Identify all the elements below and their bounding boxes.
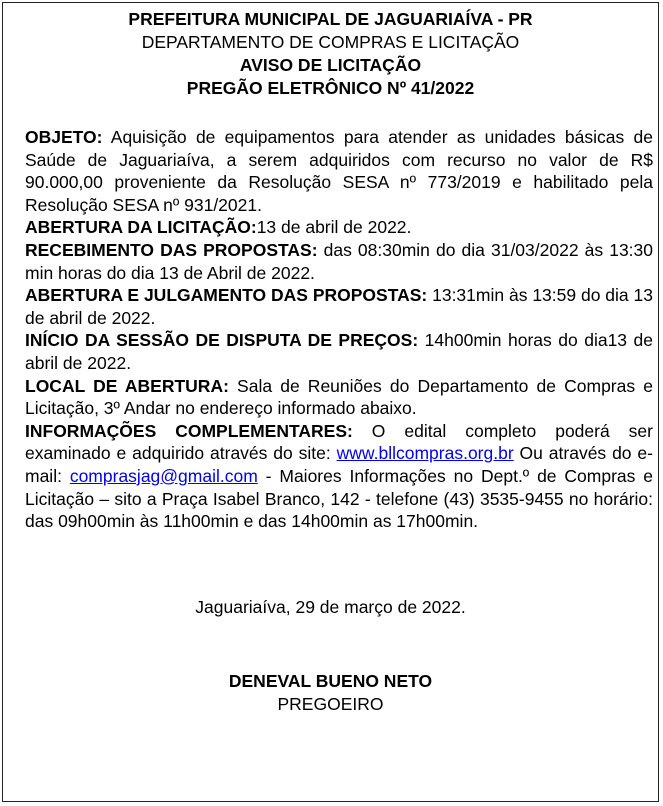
notice-frame xyxy=(2,2,659,802)
objeto-label: OBJETO: xyxy=(25,127,103,147)
info-text-1: O edital completo poderá ser examinado e adquirido através do site: xyxy=(25,420,653,464)
signer-name: DENEVAL BUENO NETO xyxy=(228,671,433,691)
objeto-paragraph xyxy=(25,126,653,216)
abertura-text: 13 de abril de 2022. xyxy=(256,217,412,238)
notice-date: Jaguariaíva, 29 de março de 2022. xyxy=(195,597,466,617)
municipality-title: PREFEITURA MUNICIPAL DE JAGUARIAÍVA - PR xyxy=(128,9,533,29)
recebimento-label: RECEBIMENTO DAS PROPOSTAS: xyxy=(25,239,318,260)
local-text: Sala de Reuniões do Departamento de Compras e Licitação, 3º Andar no endereço informado abaixo. xyxy=(25,375,653,419)
recebimento-text: das 08:30min do dia 31/03/2022 às 13:30 min horas do dia 13 de Abril de 2022. xyxy=(25,239,654,283)
notice-body xyxy=(25,126,653,533)
auction-number: PREGÃO ELETRÔNICO Nº 41/2022 xyxy=(186,78,475,98)
info-label: INFORMAÇÕES COMPLEMENTARES: xyxy=(25,420,353,441)
inicio-label: INÍCIO DA SESSÃO DE DISPUTA DE PREÇOS: xyxy=(25,330,419,351)
julgamento-label: ABERTURA E JULGAMENTO DAS PROPOSTAS: xyxy=(25,285,428,306)
email-link[interactable]: comprasjag@gmail.com xyxy=(69,465,258,486)
notice-header xyxy=(3,8,658,100)
julgamento-text: 13:31min às 13:59 do dia 13 de abril de 2022. xyxy=(25,285,653,328)
signer-role: PREGOEIRO xyxy=(277,694,384,714)
info-text-2: Ou através do e-mail: xyxy=(25,443,653,486)
department-title: DEPARTAMENTO DE COMPRAS E LICITAÇÃO xyxy=(141,32,520,52)
abertura-paragraph xyxy=(25,216,653,239)
julgamento-paragraph xyxy=(25,284,653,329)
local-paragraph xyxy=(25,375,653,420)
site-link[interactable]: www.bllcompras.org.br xyxy=(336,443,514,464)
objeto-text: Aquisição de equipamentos para atender as unidades básicas de Saúde de Jaguariaíva, a serem adquiridos com recurso no valor de R$ 90.000,00 proveniente da Resolução SESA nº 773/2019 e habilitado pela Resolução SESA nº 931/2021. xyxy=(25,127,653,215)
inicio-paragraph xyxy=(25,329,653,374)
inicio-text: 14h00min horas do dia13 de abril de 2022. xyxy=(25,330,653,373)
notice-title: AVISO DE LICITAÇÃO xyxy=(239,55,422,75)
abertura-label: ABERTURA DA LICITAÇÃO: xyxy=(25,217,257,238)
info-text-3: - Maiores Informações no Dept.º de Compras e Licitação – sito a Praça Isabel Branco, 142 - telefone (43) 3535-9455 no horário: das 09h00min às 11h00min e das 14h00min as 17h00min. xyxy=(25,465,653,532)
local-label: LOCAL DE ABERTURA: xyxy=(25,375,229,396)
recebimento-paragraph xyxy=(25,239,653,284)
signature-block xyxy=(3,670,658,716)
info-paragraph xyxy=(25,420,653,533)
